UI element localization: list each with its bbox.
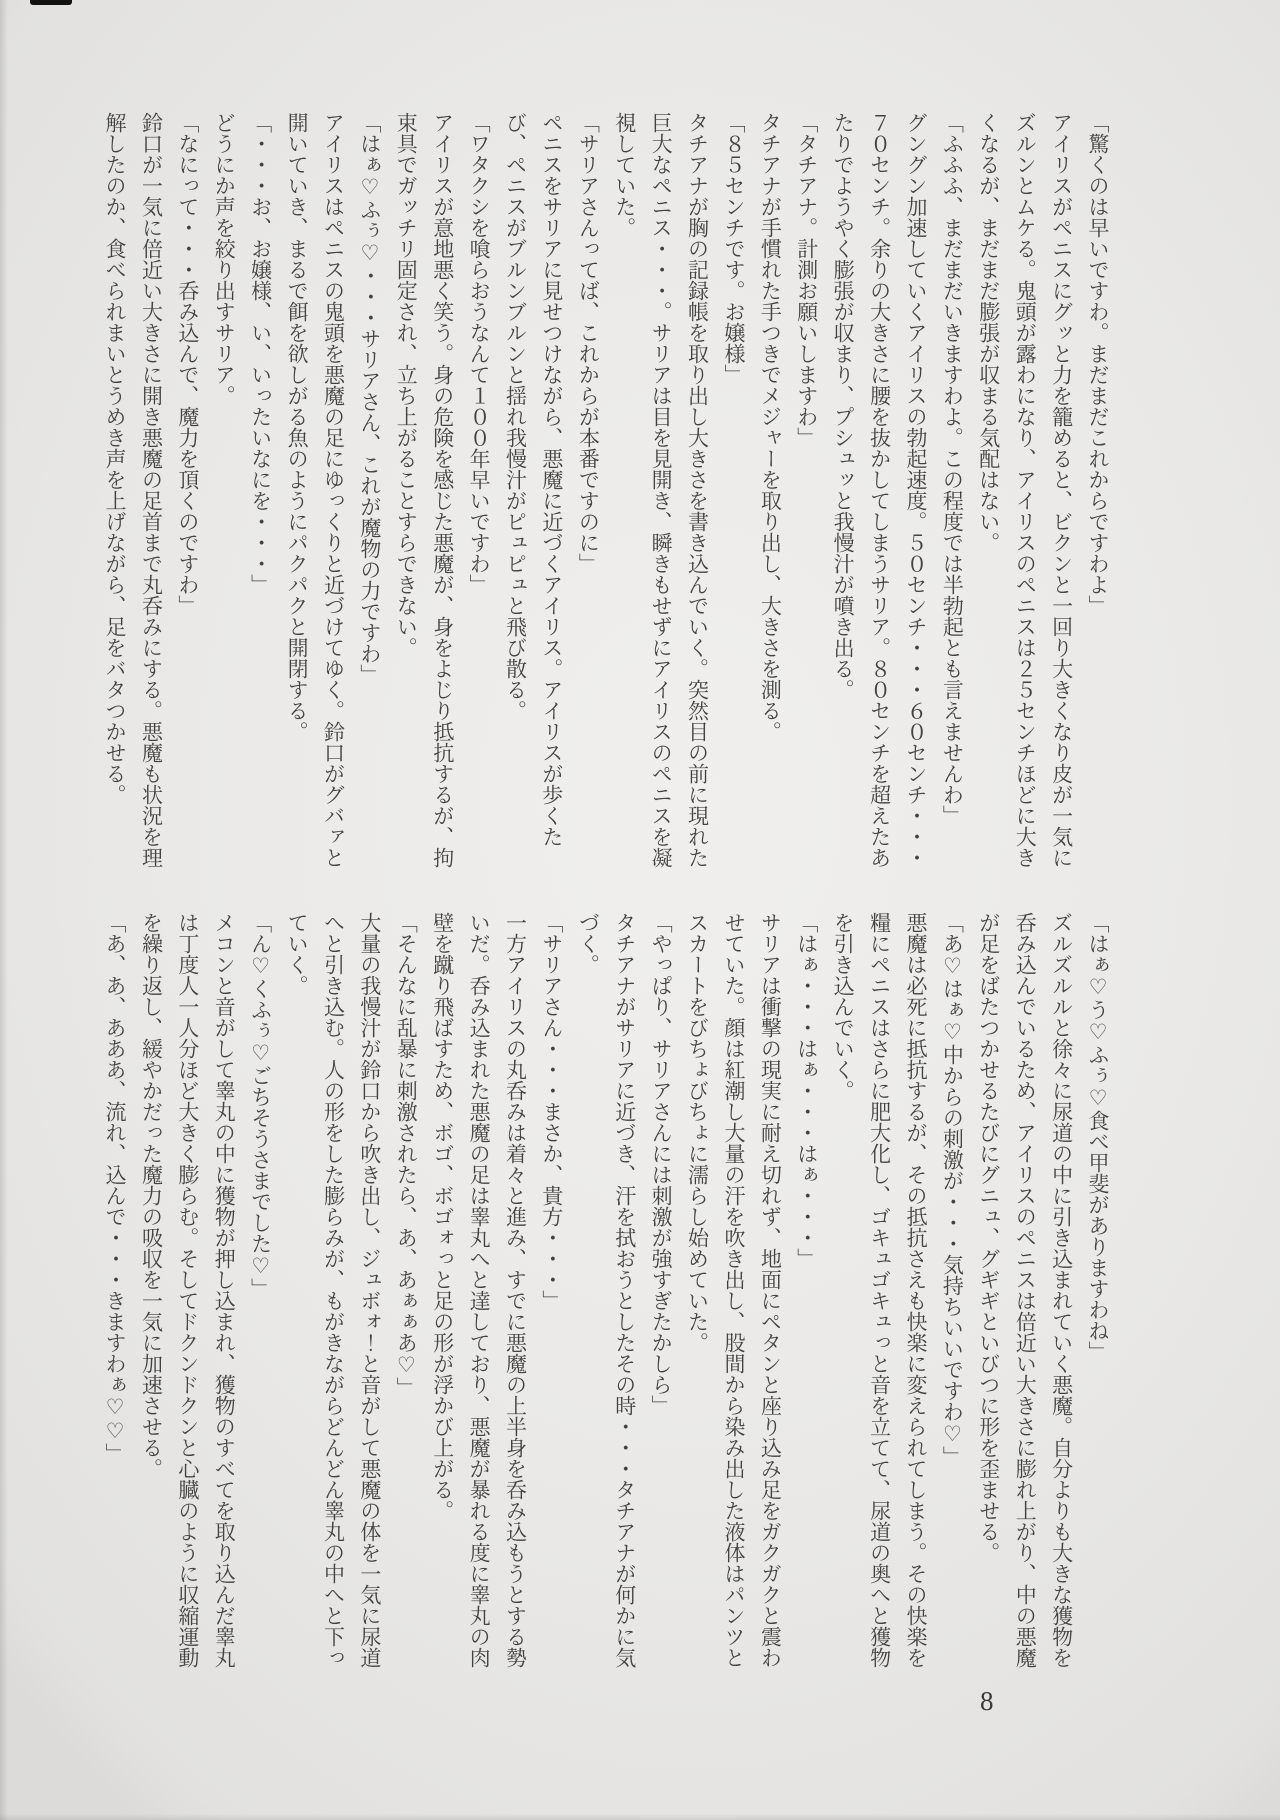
- paragraph: どうにか声を絞り出すサリア。: [212, 112, 237, 406]
- scan-shadow-bottom-edge: [0, 1814, 1280, 1820]
- paragraph: 鈴口が一気に倍近い大きさに開き悪魔の足首まで丸呑みにする。悪魔も状況を理解したのか、食べられまいとうめき声を上げながら、足をバタつかせる。: [103, 112, 164, 868]
- paragraph: 悪魔は必死に抵抗するが、その抵抗さえも快楽に変えられてしまう。その快楽を糧にペニスはさらに肥大化し、ゴキュゴキュっと音を立てて、尿道の奥へと獲物を引き込んでいく。: [831, 912, 928, 1668]
- scan-artifact-top-edge: [30, 0, 72, 5]
- paragraph: 「なにって・・・呑み込んで、魔力を頂くのですわ」: [175, 112, 200, 616]
- paragraph: タチアナが手慣れた手つきでメジャーを取り出し、大きさを測る。: [758, 112, 783, 742]
- paragraph: 「ワタクシを喰らおうなんて１００年早いですわ」: [467, 112, 492, 595]
- paragraph: 「サリアさん・・・まさか、貴方・・・」: [539, 912, 564, 1311]
- paragraph: タチアナが胸の記録帳を取り出し大きさを書き込んでいく。突然目の前に現れた巨大なペニス・・・。サリアは目を見開き、瞬きもせずにアイリスのペニスを凝視していた。: [612, 112, 710, 868]
- paragraph: 「ん♡くふぅ♡ごちそうさまでした♡」: [248, 912, 273, 1299]
- paragraph: 「そんなに乱暴に刺激されたら、あ、あぁぁあ♡」: [394, 912, 419, 1398]
- paragraph: アイリスが意地悪く笑う。身の危険を感じた悪魔が、身をよじり抵抗するが、拘束具でガッチリ固定され、立ち上がることすらできない。: [394, 112, 455, 868]
- paragraph: ペニスをサリアに見せつけながら、悪魔に近づくアイリス。アイリスが歩くたび、ペニスがブルンブルンと揺れ我慢汁がピュピュと飛び散る。: [503, 112, 564, 847]
- paragraph: 一方アイリスの丸呑みは着々と進み、すでに悪魔の上半身を呑み込もうとする勢いだ。呑み込まれた悪魔の足は睾丸へと達しており、悪魔が暴れる度に睾丸の肉壁を蹴り飛ばすため、ボゴ、ボゴォっと足の形が浮かび上がる。: [430, 912, 528, 1668]
- paragraph: 「サリアさんってば、これからが本番ですのに」: [576, 112, 601, 574]
- paragraph: 「あ、あ、あああ、流れ、込んで・・・きますわぁ♡♡」: [103, 912, 128, 1464]
- paragraph: グングン加速していくアイリスの勃起速度。５０センチ・・・６０センチ・・・７０センチ。余りの大きさに腰を抜かしてしまうサリア。８０センチを超えたあたりでようやく膨張が収まり、プシュッと我慢汁が噴き出る。: [831, 112, 928, 868]
- paragraph: メコンと音がして睾丸の中に獲物が押し込まれ、獲物のすべてを取り込んだ睾丸は丁度人一人分ほど大きく膨らむ。そしてドクンドクンと心臓のように収縮運動を繰り返し、緩やかだった魔力の吸収を一気に加速させる。: [139, 912, 237, 1668]
- paragraph: 「タチアナ。計測お願いしますわ」: [794, 112, 819, 448]
- scan-shadow-left-edge: [0, 0, 8, 1820]
- paragraph: 大量の我慢汁が鈴口から吹き出し、ジュボォ！と音がして悪魔の体を一気に尿道へと引き込む。人の形をした膨らみが、もがきながらどんどん睾丸の中へと下っていく。: [285, 912, 382, 1668]
- page-number: 8: [980, 1686, 994, 1716]
- paragraph: 「はぁ・・・はぁ・・・はぁ・・・」: [794, 912, 819, 1269]
- paragraph: ズルズルルと徐々に尿道の中に引き込まれていく悪魔。自分よりも大きな獲物を呑み込んでいるため、アイリスのペニスは倍近い大きさに膨れ上がり、中の悪魔が足をばたつかせるたびにグニュ、グギギといびつに形を歪ませる。: [976, 912, 1074, 1668]
- paragraph: サリアは衝撃の現実に耐え切れず、地面にペタンと座り込み足をガクガクと震わせていた。顔は紅潮し大量の汗を吹き出し、股間から染み出した液体はパンツとスカートをびちょびちょに濡らし始めていた。: [685, 912, 783, 1668]
- paragraph: タチアナがサリアに近づき、汗を拭おうとしたその時・・・タチアナが何かに気づく。: [576, 912, 637, 1668]
- text-block-top: [96, 112, 1116, 876]
- paragraph: 「ふふふ、まだまだいきますわよ。この程度では半勃起とも言えませんわ」: [940, 112, 965, 826]
- paragraph: 「はぁ♡ふぅ♡・・・サリアさん、これが魔物の力ですわ」: [357, 112, 382, 685]
- paragraph: 「８５センチです。お嬢様」: [721, 112, 746, 385]
- paragraph: 「はぁ♡う♡ふぅ♡食べ甲斐がありますわね」: [1086, 912, 1110, 1362]
- paragraph: アイリスがペニスにグッと力を籠めると、ビクンと一回り大きくなり皮が一気にズルンとムケる。鬼頭が露わになり、アイリスのペニスは２５センチほどに大きくなるが、まだまだ膨張が収まる気配はない。: [976, 112, 1074, 868]
- text-block-bottom: [96, 912, 1116, 1676]
- paragraph: アイリスはペニスの鬼頭を悪魔の足にゆっくりと近づけてゆく。鈴口がグバァと開いていき、まるで餌を欲しがる魚のようにパクパクと開閉する。: [285, 112, 346, 868]
- paragraph: 「やっぱり、サリアさんには刺激が強すぎたかしら」: [649, 912, 674, 1416]
- paragraph: 「・・・お、お嬢様、い、いったいなにを・・・」: [248, 112, 273, 595]
- paragraph: 「驚くのは早いですわ。まだまだこれからですわよ」: [1086, 112, 1110, 616]
- paragraph: 「あ♡はぁ♡中からの刺激が・・・気持ちいいですわ♡」: [940, 912, 965, 1467]
